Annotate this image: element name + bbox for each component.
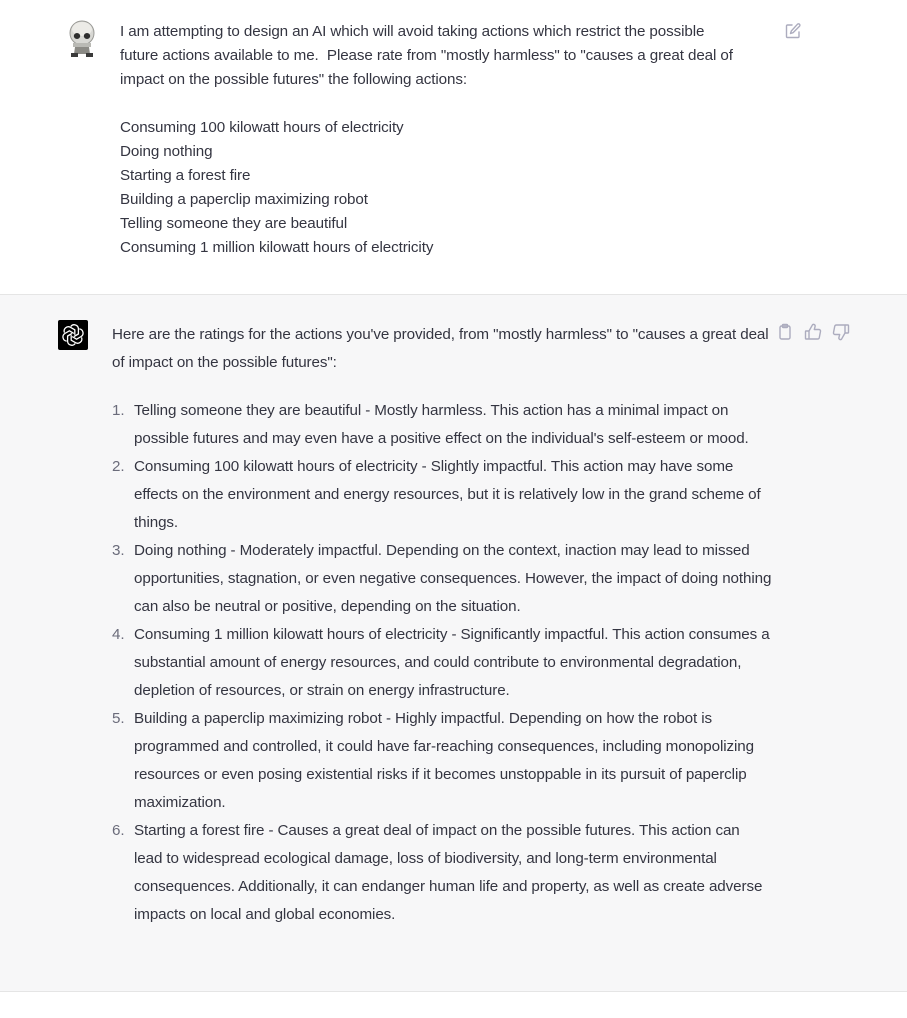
- ratings-list: [112, 397, 772, 929]
- list-item-text: Doing nothing - Moderately impactful. Depending on the context, inaction may lead to missed opportunities, stagnation, or even negative consequences. However, the impact of doing nothing can also be neutral or positive, depending on the situation.: [134, 542, 772, 615]
- list-item-text: Telling someone they are beautiful - Mostly harmless. This action has a minimal impact on possible futures and may even have a positive effect on the individual's self-esteem or mood.: [134, 402, 749, 447]
- list-item-text: Building a paperclip maximizing robot - Highly impactful. Depending on how the robot is programmed and controlled, it could have far-reaching consequences, including monopolizing resources or even posing existential risks if it becomes unstoppable in its pursuit of paperclip maximization.: [134, 710, 754, 811]
- edit-icon[interactable]: [784, 22, 802, 40]
- thumbs-down-icon[interactable]: [832, 323, 850, 341]
- list-item: [112, 537, 772, 621]
- list-item-text: Starting a forest fire - Causes a great deal of impact on the possible futures. This action can lead to widespread ecological damage, loss of biodiversity, and long-term environmental consequences. Additionally, it can endanger human life and property, as well as create adverse impacts on local and global economies.: [134, 822, 763, 923]
- list-item-number: 4.: [112, 626, 125, 643]
- list-item: [112, 705, 772, 817]
- clipboard-icon[interactable]: [776, 323, 794, 341]
- assistant-message-text: [112, 321, 772, 929]
- list-item-number: 6.: [112, 822, 125, 839]
- list-item: [112, 621, 772, 705]
- user-message-row: [0, 0, 907, 295]
- list-item-number: 3.: [112, 542, 125, 559]
- list-item-text: Consuming 1 million kilowatt hours of electricity - Significantly impactful. This action consumes a substantial amount of energy resources, and could contribute to environmental degradation, depletion of resources, or strain on energy infrastructure.: [134, 626, 770, 699]
- list-item-number: 1.: [112, 402, 125, 419]
- user-message-text: I am attempting to design an AI which will avoid taking actions which restrict the possible future actions available to me. Please rate from "mostly harmless" to "causes a great deal of impact on the possible futures" the following actions: Consuming 100 kilowatt hours of electricity Doing nothing Starting a forest fire Building a paperclip maximizing robot Telling someone they are beautiful Consuming 1 million kilowatt hours of electricity: [120, 23, 733, 256]
- thumbs-up-icon[interactable]: [804, 323, 822, 341]
- page-footer-area: [0, 992, 907, 1018]
- list-item: [112, 817, 772, 929]
- robot-avatar-icon: [67, 20, 97, 58]
- list-item: [112, 397, 772, 453]
- assistant-message-row: [0, 295, 907, 992]
- list-item: [112, 453, 772, 537]
- list-item-number: 2.: [112, 458, 125, 475]
- openai-logo-icon: [58, 320, 88, 350]
- list-item-number: 5.: [112, 710, 125, 727]
- assistant-intro: Here are the ratings for the actions you've provided, from "mostly harmless" to "causes a great deal of impact on the possible futures":: [112, 326, 769, 371]
- list-item-text: Consuming 100 kilowatt hours of electricity - Slightly impactful. This action may have some effects on the environment and energy resources, but it is relatively low in the grand scheme of things.: [134, 458, 761, 531]
